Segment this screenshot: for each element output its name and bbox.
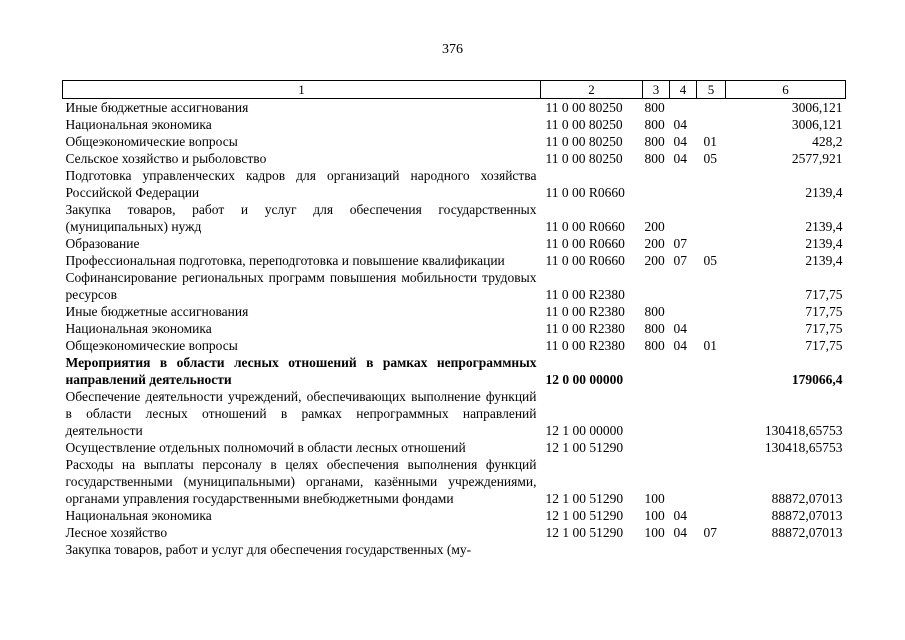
- row-sum-cell: 88872,07013: [771, 508, 843, 523]
- row-sum-cell: 3006,121: [791, 100, 843, 115]
- row-subsection-cell: [697, 235, 726, 252]
- row-name-cell: Иные бюджетные ассигнования: [65, 100, 249, 115]
- row-section-cell: [670, 201, 697, 235]
- row-expense-type-cell: 800: [644, 304, 665, 319]
- row-expense-type-cell: 100: [644, 508, 665, 523]
- row-section-cell: [670, 99, 697, 117]
- table-row: [63, 269, 846, 303]
- row-section-cell: [670, 541, 697, 558]
- row-sum-cell: 717,75: [805, 321, 843, 336]
- table-row: [63, 150, 846, 167]
- table-row: [63, 524, 846, 541]
- row-code-cell: 11 0 00 R2380: [545, 338, 625, 353]
- row-code-cell: 11 0 00 R0660: [545, 185, 625, 200]
- row-name-cell: Национальная экономика: [65, 508, 212, 523]
- table-row: [63, 303, 846, 320]
- row-code-cell: 12 1 00 51290: [545, 440, 624, 455]
- row-name-cell: Общеэкономические вопросы: [65, 338, 238, 353]
- column-header: 3: [643, 81, 670, 99]
- budget-table: [62, 80, 846, 558]
- row-sum-cell: 2139,4: [805, 219, 843, 234]
- row-expense-type-cell: [643, 167, 670, 201]
- row-name-cell: Закупка товаров, работ и услуг для обеспечения государственных (му-: [65, 542, 472, 557]
- row-expense-type-cell: 800: [644, 134, 665, 149]
- row-subsection-cell: [697, 507, 726, 524]
- row-sum-cell: 428,2: [812, 134, 843, 149]
- table-row: [63, 507, 846, 524]
- row-expense-type-cell: 100: [644, 491, 665, 506]
- table-row: [63, 456, 846, 507]
- row-name-cell: Подготовка управленческих кадров для организаций народного хозяйства Российской Федерации: [65, 168, 537, 200]
- row-name-cell: Расходы на выплаты персоналу в целях обеспечения выполнения функций государственными (муниципальными) органами, казёнными учреждениями, органами управления государственными внебюджетными фондами: [65, 457, 537, 506]
- row-code-cell: 11 0 00 80250: [545, 134, 623, 149]
- row-expense-type-cell: 200: [644, 236, 665, 251]
- table-row: [63, 167, 846, 201]
- row-section-cell: 04: [673, 508, 687, 523]
- row-code-cell: 12 1 00 51290: [545, 525, 624, 540]
- row-sum-cell: 130418,65753: [764, 423, 843, 438]
- row-subsection-cell: [697, 541, 726, 558]
- row-subsection-cell: [697, 354, 726, 388]
- row-subsection-cell: [697, 456, 726, 507]
- row-subsection-cell: [697, 269, 726, 303]
- row-section-cell: [670, 269, 697, 303]
- row-section-cell: [670, 303, 697, 320]
- row-subsection-cell: [697, 99, 726, 117]
- row-code-cell: 11 0 00 R0660: [545, 236, 625, 251]
- row-code-cell: 12 1 00 51290: [545, 508, 624, 523]
- row-sum-cell: 2139,4: [805, 185, 843, 200]
- row-expense-type-cell: [643, 439, 670, 456]
- row-section-cell: [670, 167, 697, 201]
- row-subsection-cell: 05: [703, 253, 717, 268]
- row-section-cell: 04: [673, 117, 687, 132]
- row-expense-type-cell: 800: [644, 151, 665, 166]
- column-header: 1: [63, 81, 541, 99]
- row-subsection-cell: [697, 201, 726, 235]
- row-name-cell: Национальная экономика: [65, 117, 212, 132]
- row-sum-cell: [726, 541, 846, 558]
- table-row: [63, 252, 846, 269]
- table-header-row: [63, 81, 846, 99]
- row-subsection-cell: [697, 116, 726, 133]
- row-sum-cell: 2577,921: [791, 151, 843, 166]
- row-sum-cell: 717,75: [805, 338, 843, 353]
- row-subsection-cell: 01: [703, 338, 717, 353]
- row-expense-type-cell: [643, 269, 670, 303]
- row-code-cell: 11 0 00 R2380: [545, 287, 625, 302]
- row-subsection-cell: [697, 439, 726, 456]
- row-subsection-cell: [697, 303, 726, 320]
- table-row: [63, 439, 846, 456]
- row-code-cell: 11 0 00 R2380: [545, 304, 625, 319]
- row-subsection-cell: 07: [703, 525, 717, 540]
- row-name-cell: Закупка товаров, работ и услуг для обеспечения государственных (муниципальных) нужд: [65, 202, 537, 234]
- row-section-cell: 07: [673, 236, 687, 251]
- row-name-cell: Национальная экономика: [65, 321, 212, 336]
- row-section-cell: [670, 439, 697, 456]
- row-section-cell: 04: [673, 134, 687, 149]
- row-name-cell: Образование: [65, 236, 140, 251]
- column-header: 5: [697, 81, 726, 99]
- column-header: 2: [541, 81, 643, 99]
- table-row: [63, 116, 846, 133]
- row-section-cell: [670, 456, 697, 507]
- row-section-cell: 04: [673, 525, 687, 540]
- row-sum-cell: 179066,4: [791, 372, 843, 387]
- row-code-cell: 11 0 00 80250: [545, 100, 623, 115]
- row-name-cell: Иные бюджетные ассигнования: [65, 304, 249, 319]
- row-expense-type-cell: [643, 541, 670, 558]
- row-name-cell: Лесное хозяйство: [65, 525, 168, 540]
- table-row: [63, 541, 846, 558]
- row-section-cell: [670, 388, 697, 439]
- table-row: [63, 133, 846, 150]
- row-sum-cell: 2139,4: [805, 236, 843, 251]
- row-expense-type-cell: 200: [644, 219, 665, 234]
- row-expense-type-cell: 800: [644, 117, 665, 132]
- row-code-cell: 11 0 00 80250: [545, 151, 623, 166]
- row-code-cell: 11 0 00 R0660: [545, 219, 625, 234]
- row-expense-type-cell: 800: [644, 100, 665, 115]
- row-code-cell: 11 0 00 80250: [545, 117, 623, 132]
- row-subsection-cell: [697, 320, 726, 337]
- row-sum-cell: 717,75: [805, 304, 843, 319]
- row-name-cell: Обеспечение деятельности учреждений, обеспечивающих выполнение функций в области лесных отношений в рамках непрограммных направлений деятельности: [65, 389, 537, 438]
- row-sum-cell: 717,75: [805, 287, 843, 302]
- table-row: [63, 235, 846, 252]
- row-section-cell: 04: [673, 321, 687, 336]
- row-subsection-cell: [697, 167, 726, 201]
- row-section-cell: 07: [673, 253, 687, 268]
- row-name-cell: Софинансирование региональных программ повышения мобильности трудовых ресурсов: [65, 270, 537, 302]
- row-code-cell: 12 0 00 00000: [545, 372, 624, 387]
- row-expense-type-cell: 800: [644, 321, 665, 336]
- row-name-cell: Общеэкономические вопросы: [65, 134, 238, 149]
- row-sum-cell: 2139,4: [805, 253, 843, 268]
- row-section-cell: [670, 354, 697, 388]
- table-row: [63, 337, 846, 354]
- row-code-cell: 12 1 00 00000: [545, 423, 624, 438]
- row-expense-type-cell: [643, 388, 670, 439]
- row-code-cell: [541, 541, 643, 558]
- row-name-cell: Мероприятия в области лесных отношений в рамках непрограммных направлений деятельности: [65, 355, 537, 387]
- table-row: [63, 320, 846, 337]
- row-section-cell: 04: [673, 338, 687, 353]
- row-sum-cell: 130418,65753: [764, 440, 843, 455]
- table-row: [63, 354, 846, 388]
- table-row: [63, 99, 846, 117]
- row-expense-type-cell: 200: [644, 253, 665, 268]
- page-number: 376: [442, 42, 463, 57]
- row-expense-type-cell: [643, 354, 670, 388]
- row-name-cell: Осуществление отдельных полномочий в области лесных отношений: [65, 440, 466, 455]
- row-name-cell: Профессиональная подготовка, переподготовка и повышение квалификации: [65, 253, 505, 268]
- row-section-cell: 04: [673, 151, 687, 166]
- row-sum-cell: 3006,121: [791, 117, 843, 132]
- row-code-cell: 11 0 00 R2380: [545, 321, 625, 336]
- row-name-cell: Сельское хозяйство и рыболовство: [65, 151, 267, 166]
- column-header: 4: [670, 81, 697, 99]
- column-header: 6: [726, 81, 846, 99]
- row-code-cell: 12 1 00 51290: [545, 491, 624, 506]
- row-sum-cell: 88872,07013: [771, 525, 843, 540]
- table-body: [63, 99, 846, 559]
- row-subsection-cell: [697, 388, 726, 439]
- table-row: [63, 201, 846, 235]
- row-expense-type-cell: 100: [644, 525, 665, 540]
- table-row: [63, 388, 846, 439]
- row-code-cell: 11 0 00 R0660: [545, 253, 625, 268]
- row-sum-cell: 88872,07013: [771, 491, 843, 506]
- row-expense-type-cell: 800: [644, 338, 665, 353]
- row-subsection-cell: 05: [703, 151, 717, 166]
- row-subsection-cell: 01: [703, 134, 717, 149]
